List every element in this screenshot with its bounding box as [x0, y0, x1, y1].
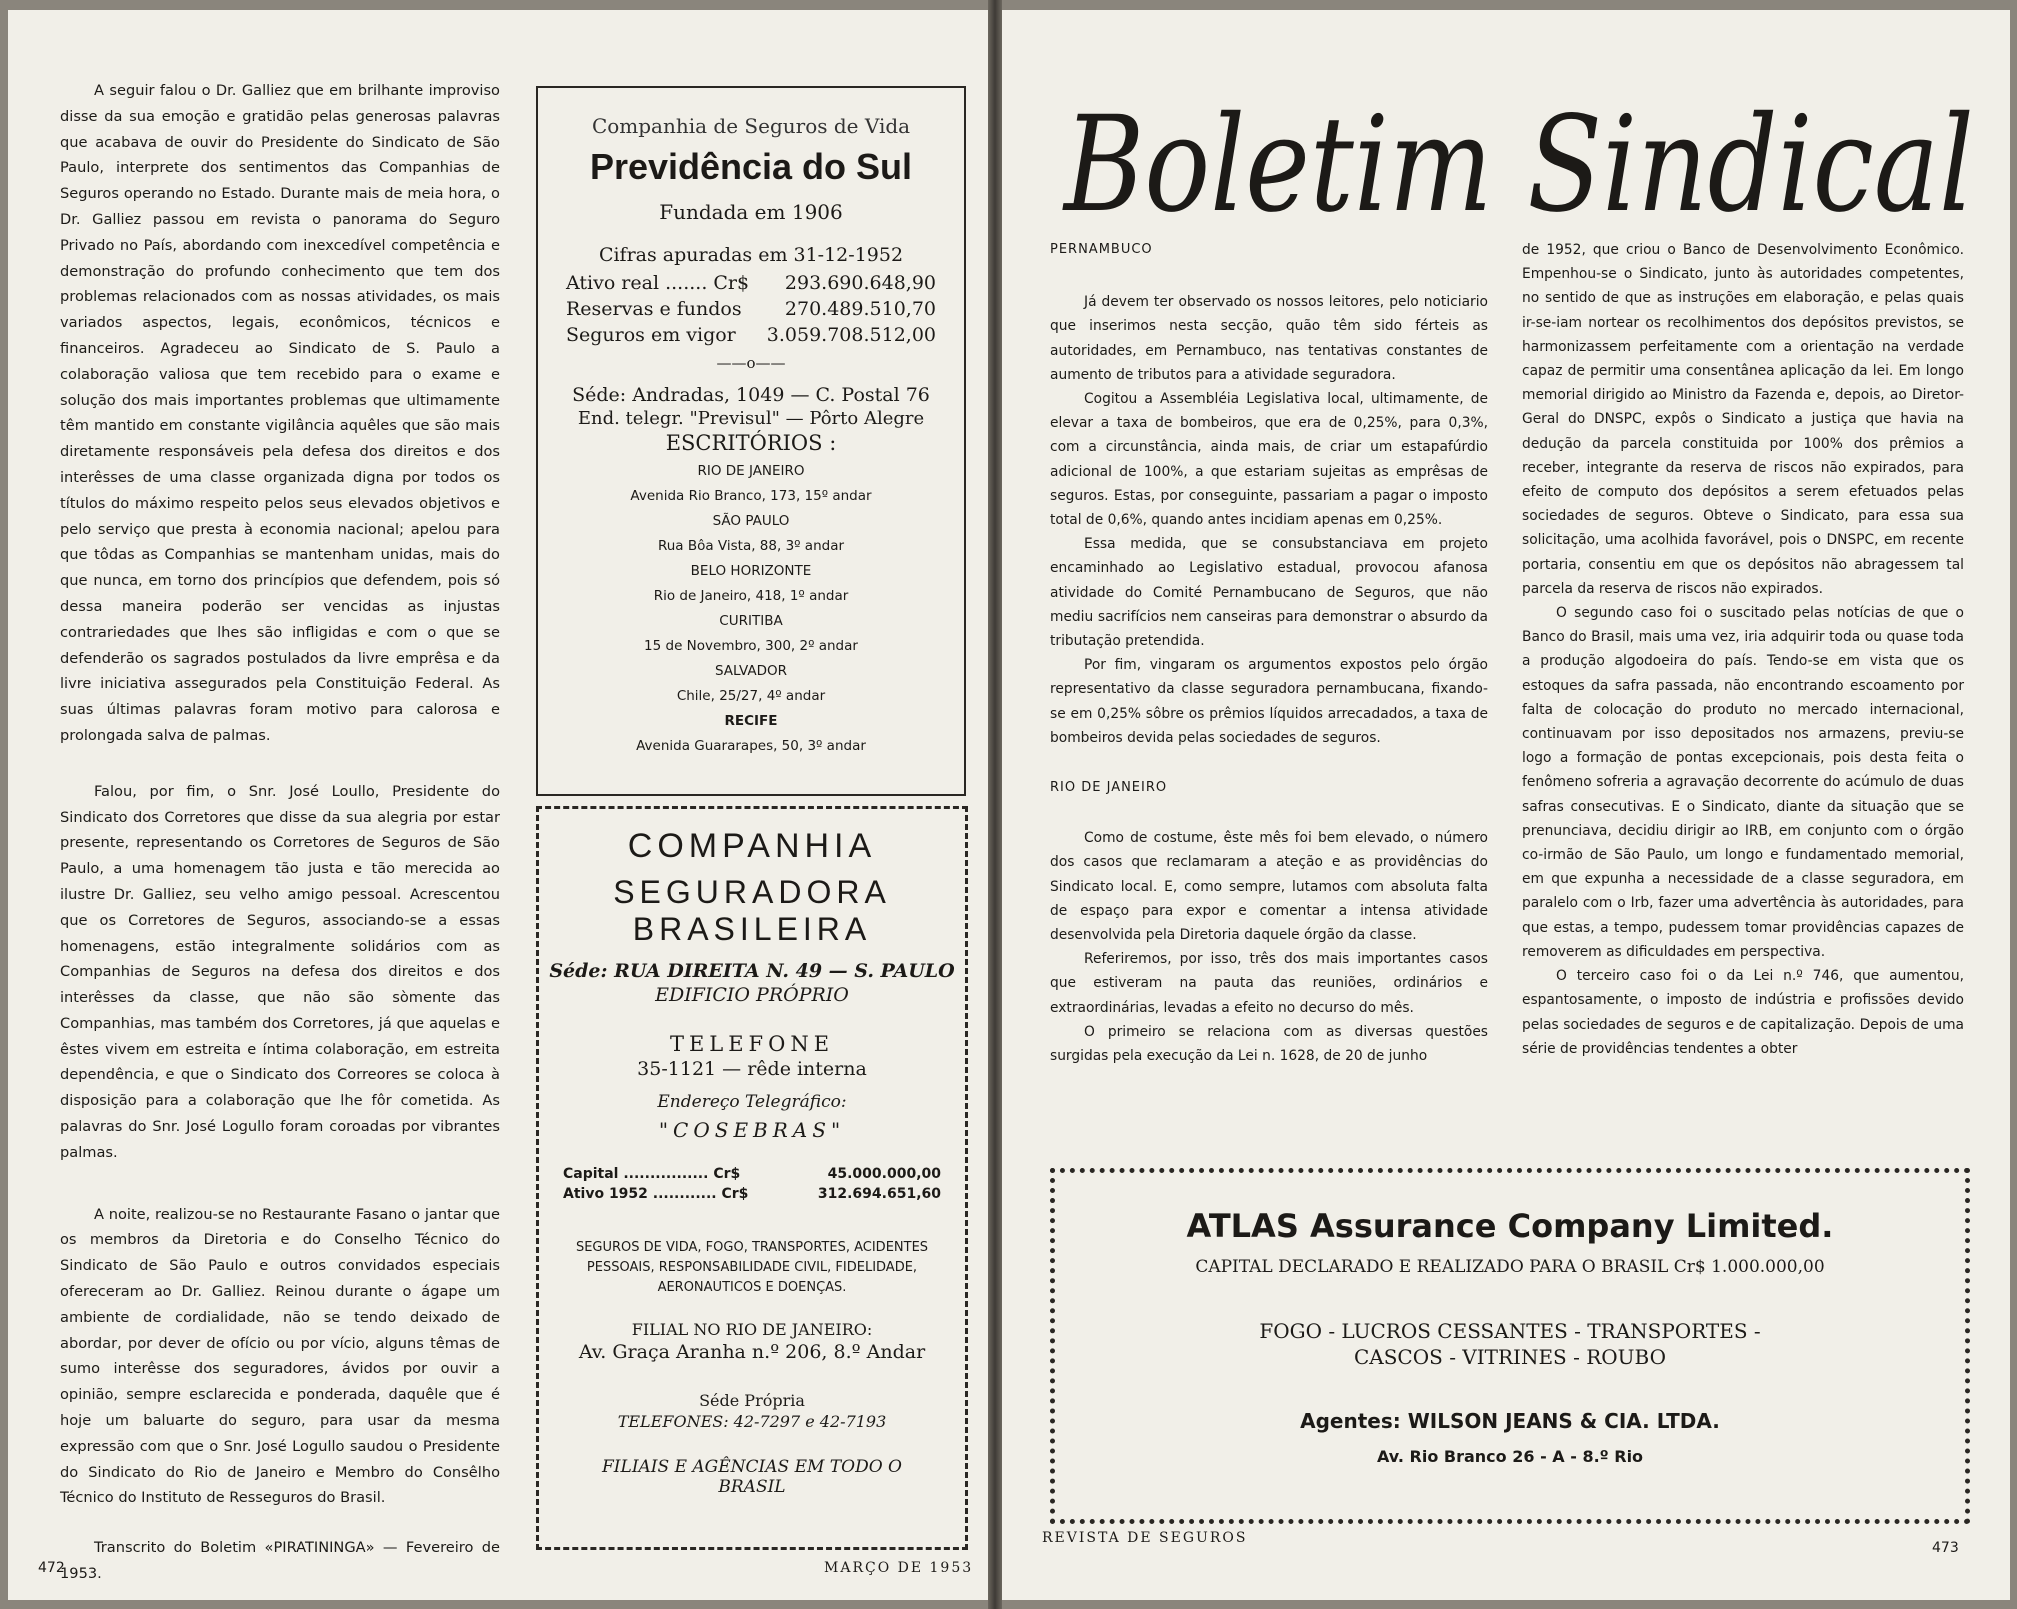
article-paragraph: A seguir falou o Dr. Galliez que em brilhante improviso disse da sua emoção e gratidão pelas generosas palavras que acabava de ouvir do Presidente do Sindicato de São Paulo, interprete dos sentimentos das Companhias de Seguros operando no Estado. Durante mais de meia hora, o Dr. Galliez passou em revista o panorama do Seguro Privado no País, abordando com inexcedível competência e demonstração do profundo conhecimento que tem dos problemas relacionados com as nossas atividades, os mais variados aspectos, legais, econômicos, técnicos e financeiros. Agradeceu ao Sindicato de S. Paulo a colaboração valiosa que tem recebido para o exame e solução dos mais importantes problemas que ultimamente têm mantido em constante vigilância aquêles que são mais diretamente responsáveis pela defesa dos direitos e dos interêsses de uma classe organizada digna por todos os títulos do máximo respeito pelos seus elevados objetivos e pelo serviço que presta à economia nacional; apelou para que tôdas as Companhias se mantenham unidas, mais do que nunca, em torno dos princípios que defendem, pois só dessa maneira poderão ser vencidas as injustas contrariedades que lhes são infligidas e com o que se defenderão os sagrados postulados da livre emprêsa e da livre iniciativa assegurados pela Constituição Federal. As suas últimas palavras foram motivo para calorosa e prolongada salva de palmas. — [60, 82, 500, 744]
news-paragraph: O segundo caso foi o suscitado pelas notícias de que o Banco do Brasil, mais uma vez, iria adquirir toda ou quase toda a produção algodoeira do país. Tendo-se em vista que os estoques da safra passada, não encontrando escoamento por falta de colocação do produto no mercado internacional, continuavam por isso depositados nos armazens, previu-se logo a formação de pontas excepcionais, pois desta feita o fenômeno sofreria a agravação decorrente do acúmulo de duas safras consecutivas. E o Sindicato, diante da situação que se prenunciava, decidiu dirigir ao IRB, em conjunto com o órgão co-irmão de São Paulo, um longo e fundamentado memorial, em que expunha a necessidade de a classe seguradora, em paralelo com o Irb, fazer uma advertência às autoridades, para que estas, a tempo, pudessem tomar providências capazes de removerem as dificuldades em perspectiva. — [1522, 605, 1964, 960]
ad-brasileira-line1: COMPANHIA — [627, 827, 877, 865]
ad-brasileira-ativo-row: Ativo 1952 ............ Cr$ 312.694.651,60 — [563, 1186, 941, 1202]
ad-offices-heading: ESCRITÓRIOS : — [665, 431, 837, 455]
news-paragraph: O primeiro se relaciona com as diversas questões surgidas pela execução da Lei n. 1628, de 20 de junho — [1050, 1023, 1488, 1065]
office-city: BELO HORIZONTE — [690, 563, 812, 579]
ad-figures-heading: Cifras apuradas em 31-12-1952 — [598, 244, 904, 266]
office-address: Avenida Guararapes, 50, 3º andar — [636, 738, 866, 754]
ad-figure-row: Seguros em vigor 3.059.708.512,00 — [566, 324, 936, 346]
ad-atlas-assurance — [1050, 1168, 1970, 1524]
office-address: Rio de Janeiro, 418, 1º andar — [653, 588, 849, 604]
footer-date: MARÇO DE 1953 — [824, 1560, 974, 1576]
page-number: 472 — [38, 1560, 65, 1576]
ad-brasileira-sede: Séde: RUA DIREITA N. 49 — S. PAULO — [549, 960, 955, 982]
news-column-right — [1522, 238, 1964, 1061]
section-title-pernambuco: PERNAMBUCO — [1050, 242, 1153, 257]
news-paragraph: Referiremos, por isso, três dos mais importantes casos que estiveram na pauta das reuniões, ordinários e extraordinárias, levadas a efeito no decurso do mês. — [1050, 951, 1488, 1016]
office-city: RIO DE JANEIRO — [697, 463, 805, 479]
ad-company-line: Companhia de Seguros de Vida — [591, 114, 911, 138]
masthead-logo — [1054, 60, 1994, 250]
office-city: SÃO PAULO — [712, 513, 790, 529]
office-city: CURITIBA — [719, 613, 783, 629]
office-address: Avenida Rio Branco, 173, 15º andar — [630, 488, 872, 504]
office-address: Chile, 25/27, 4º andar — [676, 688, 826, 704]
article-source: Transcrito do Boletim «PIRATININGA» — Fevereiro de 1953. — [60, 1539, 500, 1583]
ad-founded: Fundada em 1906 — [659, 200, 843, 224]
ad-brasileira-telegraph-heading: Endereço Telegráfico: — [657, 1092, 847, 1112]
ad-figure-row: Ativo real ....... Cr$ 293.690.648,90 — [566, 272, 936, 294]
ad-atlas-agents — [1055, 1409, 1965, 1433]
news-paragraph: Por fim, vingaram os argumentos expostos pelo órgão representativo da classe seguradora pernambucana, fixando-se em 0,25% sôbre os prêmios líquidos arrecadados, a taxa de bombeiros devida pelas sociedades de seguros. — [1050, 657, 1488, 746]
ad-brasileira-business-lines: SEGUROS DE VIDA, FOGO, TRANSPORTES, ACIDENTES PESSOAIS, RESPONSABILIDADE CIVIL, FIDELIDADE, AERONAUTICOS E DOENÇAS. — [575, 1240, 929, 1295]
footer-title: REVISTA DE SEGUROS — [1042, 1530, 1248, 1546]
ad-company-name: Previdência do Sul — [589, 146, 913, 187]
ad-brasileira-phones: TELEFONES: 42-7297 e 42-7193 — [617, 1412, 887, 1431]
news-paragraph: Como de costume, êste mês foi bem elevado, o número dos casos que reclamaram a ateção e as providências do Sindicato local. E, como sempre, lutamos com absoluta falta de espaço para expor e comentar a intensa atividade desenvolvida pela Diretoria daquele órgão da classe. — [1050, 830, 1488, 944]
news-paragraph: O terceiro caso foi o da Lei n.º 746, que aumentou, espantosamente, o imposto de indústria e profissões devido pelas sociedades de seguros e de capitalização. Depois de uma série de providências tendentes a obter — [1522, 968, 1964, 1057]
news-paragraph: Já devem ter observado os nossos leitores, pelo noticiario que inserimos nesta secção, quão têm sido férteis as autoridades, em Pernambuco, nas tentativas constantes de aumento de tributos para a atividade seguradora. — [1050, 294, 1488, 383]
ad-brasileira-capital-row: Capital ................ Cr$ 45.000.000,00 — [563, 1166, 941, 1182]
left-page — [8, 10, 988, 1600]
ad-atlas-capital: CAPITAL DECLARADO E REALIZADO PARA O BRASIL Cr$ 1.000.000,00 — [1195, 1257, 1825, 1277]
article-column — [60, 78, 500, 1587]
ad-atlas-address: Av. Rio Branco 26 - A - 8.º Rio — [1376, 1447, 1644, 1466]
article-paragraph: Falou, por fim, o Snr. José Loullo, Presidente do Sindicato dos Corretores que disse da sua alegria por estar presente, representando os Corretores de Seguros de São Paulo, a uma homenagem tão justa e tão merecida ao ilustre Dr. Galliez, seu velho amigo pessoal. Acrescentou que os Corretores de Seguros, associando-se a essas homenagens, estão integralmente solidários com as Companhias de Seguros na defesa dos direitos e dos interêsses da classe, que não são sòmente das Companhias, mas também dos Corretores, já que aquelas e êstes vivem em estreita e íntima colaboração, em estreita dependência, e que o Sindicato dos Correores se coloca à disposição para a colaboração que lhe fôr cometida. As palavras do Snr. José Logullo foram coroadas por vibrantes palmas. — [60, 782, 500, 1161]
ad-previdencia-do-sul — [536, 86, 966, 796]
ad-brasileira-telegraph: "COSEBRAS" — [658, 1118, 846, 1142]
ad-figure-row: Reservas e fundos 270.489.510,70 — [566, 298, 936, 320]
ad-brasileira-branch-heading: FILIAL NO RIO DE JANEIRO: — [631, 1320, 873, 1339]
ad-brasileira-building: EDIFICIO PRÓPRIO — [655, 984, 849, 1006]
ad-divider: ——o—— — [716, 354, 786, 372]
ad-atlas-name: ATLAS Assurance Company Limited. — [1186, 1207, 1834, 1245]
article-paragraph: A noite, realizou-se no Restaurante Fasano o jantar que os membros da Diretoria e do Conselho Técnico do Sindicato de São Paulo e outros convidados especiais ofereceram ao Dr. Galliez. Reinou durante o ágape um ambiente de cordialidade, não se tendo deixado de abordar, por dever de ofício ou por vício, alguns têmas de sumo interêsse dos seguradores, ávidos por ouvir a opinião, sempre esclarecida e ponderada, daquêle que é hoje um baluarte do seguro, para usar da mesma expressão com que o Snr. José Logullo saudou o Presidente do Sindicato do Rio de Janeiro e Membro do Consêlho Técnico do Instituto de Resseguros do Brasil. — [60, 1205, 500, 1507]
ad-atlas-lines2: CASCOS - VITRINES - ROUBO — [1353, 1345, 1666, 1369]
news-paragraph: Essa medida, que se consubstanciava em projeto encaminhado ao Legislativo estadual, provocou afanosa atividade do Comité Pernambucano de Seguros, que não mediu sacrifícios nem canseiras para demonstrar o absurdo da tributação pretendida. — [1050, 536, 1488, 650]
office-city: RECIFE — [724, 713, 778, 729]
ad-atlas-agents-name: WILSON JEANS & CIA. LTDA. — [1407, 1409, 1720, 1433]
ad-seguradora-brasileira — [536, 806, 968, 1550]
ad-brasileira-agencies: FILIAIS E AGÊNCIAS EM TODO O BRASIL — [602, 1457, 902, 1497]
news-paragraph: Cogitou a Assembléia Legislativa local, ultimamente, de elevar a taxa de bombeiros, que era de 0,25%, para 0,3%, com a circunstância, ainda mais, de criar um estapafúrdio adicional de 100%, a que estariam sujeitas as emprêsas de seguros. Estas, por conseguinte, passariam a pagar o imposto total de 0,6%, quando antes incidiam apenas em 0,25%. — [1050, 391, 1488, 529]
ad-atlas-agents-label: Agentes: — [1300, 1409, 1401, 1433]
book-spine — [988, 0, 1002, 1609]
masthead-title: Boletim Sindical — [1062, 88, 1974, 242]
news-column-left — [1050, 238, 1488, 1068]
ad-brasileira-branch-address: Av. Graça Aranha n.º 206, 8.º Andar — [578, 1341, 926, 1363]
news-paragraph: de 1952, que criou o Banco de Desenvolvimento Econômico. Empenhou-se o Sindicato, junto às autoridades competentes, no sentido de que as instruções em elaboração, e pelas quais ir-se-iam nortear os recolhimentos dos depósitos previstos, se harmonizassem perfeitamente com a orientação na verdade capaz de permitir uma consentânea aplicação da lei. Em longo memorial dirigido ao Ministro da Fazenda e, depois, ao Diretor-Geral do DNSPC, expôs o Sindicato a justiça que havia na dedução da parcela constituida por 100% dos prêmios a receber, integrante da reserva de riscos não expirados, para efeito de computo dos depósitos a serem efetuados pelas sociedades de seguros. Obteve o Sindicato, para essa sua solicitação, uma acolhida favorável, pois o DNSPC, em recente portaria, consentiu em que os depósitos não abragessem tal parcela da reserva de riscos não expirados. — [1522, 242, 1964, 597]
ad-brasileira-phone: 35-1121 — rêde interna — [637, 1058, 867, 1080]
ad-telegraph: End. telegr. "Previsul" — Pôrto Alegre — [577, 408, 925, 429]
right-page — [1002, 10, 2010, 1600]
ad-sede: Séde: Andradas, 1049 — C. Postal 76 — [572, 384, 930, 406]
office-city: SALVADOR — [714, 663, 788, 679]
masthead — [1054, 60, 1994, 250]
office-address: Rua Bôa Vista, 88, 3º andar — [657, 538, 845, 554]
ad-atlas-lines1: FOGO - LUCROS CESSANTES - TRANSPORTES - — [1259, 1319, 1761, 1343]
office-address: 15 de Novembro, 300, 2º andar — [644, 638, 858, 654]
page-number: 473 — [1932, 1540, 1959, 1556]
ad-brasileira-own-building: Séde Própria — [699, 1391, 805, 1410]
section-title-rio: RIO DE JANEIRO — [1050, 780, 1168, 796]
ad-brasileira-line2: SEGURADORA BRASILEIRA — [613, 874, 891, 947]
ad-brasileira-phone-heading: TELEFONE — [669, 1032, 835, 1056]
